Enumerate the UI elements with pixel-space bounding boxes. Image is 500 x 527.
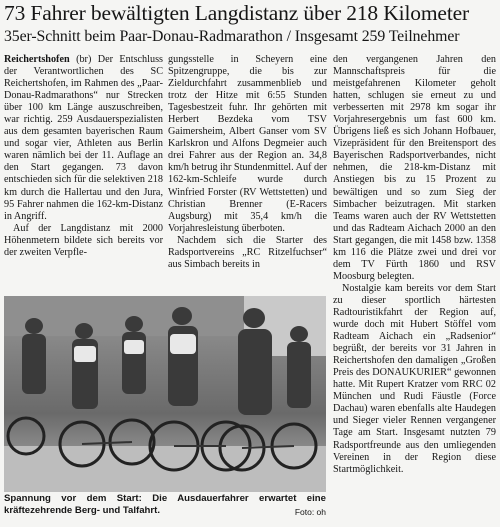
dateline: Reichertshofen (4, 54, 70, 65)
paragraph: Nachdem sich die Starter des Radsportvereins „RC Ritzelfuchser“ aus Simbach bereits in (168, 234, 327, 270)
paragraph: den vergangenen Jahren den Mannschaftspreis für die meistgefahrenen Kilometer geholt hatten, schlugen sie erneut zu und verbesserten mit 2978 km sogar ihr Vorjahresergebnis um fast 600 km. Übrigens ließ es sich Johann Hofbauer, Vizepräsident für den Breitensport des Bayerischen Radsportverbandes, nicht nehmen, die 218-km-Distanz mit Anstiegen bis zu 15 Prozent zu bewältigen und so zum Sieg der Simbacher beizutragen. Mit starken Teams waren auch der RV Wettstetten und das Radteam Aichach 2000 an den Start gegangen, die mit 1458 bzw. 1358 km 116 die Plätze zwei und drei vor dem TV Fürth 1860 und RSV Moosburg belegten. (333, 54, 496, 282)
paragraph (4, 54, 163, 223)
article-column-1 (4, 54, 163, 300)
paragraph-text: (br) Der Entschluss der Verantwortlichen des SC Reichertshofen, im Rahmen des „Paar-Donau-Radmarathons“ nur Strecken über 100 km Länge auszuschreiben, war richtig. 259 Ausdauerspezialisten aus dem gesamten bayerischen Raum und sogar vier, Athleten aus Berlin waren nämlich bei der 11. Auflage an den Start gegangen. 73 davon entschieden sich für die selektiven 218 km durch die Hallertau und den Jura, 95 Fahrer nahmen die 162-km-Distanz in Angriff. (4, 54, 163, 222)
paragraph: Auf der Langdistanz mit 2000 Höhenmetern bildete sich bereits vor der zweiten Verpfle- (4, 222, 163, 258)
photo-credit: Foto: oh (294, 507, 326, 517)
subheadline: 35er-Schnitt beim Paar-Donau-Radmarathon / Insgesamt 259 Teilnehmer (4, 28, 460, 45)
cyclists-photo (4, 296, 326, 492)
article-column-3 (333, 54, 496, 522)
paragraph: Nostalgie kam bereits vor dem Start zu dieser sportlich härtesten Radtouristikfahrt der Region auf, wurde doch mit Hubert Stöffel vom Radteam Aichach ein „Radsenior“ begrüßt, der bereits vor 31 Jahren in Reichertshofen den damaligen „Großen Preis des DONAUKURIER“ gewonnen hatte. Mit Rupert Kratzer vom RRC 02 München und Rudi Fäustle (Force Dachau) waren ebenfalls alte Haudegen und Sieger vieler Rennen vergangener Tage am Start. Insgesamt nutzten 79 Radsportfreunde aus den umliegenden Vereinen in der Region diese Startmöglichkeit. (333, 282, 496, 475)
article-column-2 (168, 54, 327, 300)
photo-caption: Spannung vor dem Start: Die Ausdauerfahrer erwartet eine kräftezehrende Berg- und Talfahrt. (4, 493, 326, 516)
cyclists-photo-illustration (4, 296, 326, 492)
paragraph: gungsstelle in Scheyern eine Spitzengruppe, die bis zur Zieldurchfahrt zusammenblieb und trotz der Hitze mit 6:55 Stunden Tagesbestzeit fuhr. Ihr gehörten mit Herbert Bezdeka vom TSV Gaimersheim, Albert Ganser vom SV Karlskron und Alfons Degmeier auch drei Fahrer aus der Region an. 34,8 km/h betrug ihr Stundenmittel. Auf der 162-km-Schleife wurde durch Winfried Forster (RV Wettstetten) und Christian Brenner (E-Racers Augsburg) mit 35,4 km/h die Vorjahresleistung überboten. (168, 54, 327, 234)
headline: 73 Fahrer bewältigten Langdistanz über 218 Kilometer (4, 1, 470, 25)
